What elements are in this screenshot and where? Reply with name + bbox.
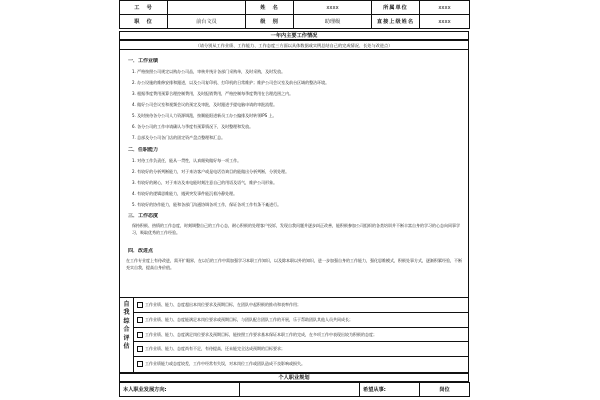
level-value[interactable]: 助理级: [294, 15, 372, 29]
career-plan-title: 个人职业规划: [119, 373, 469, 382]
self-eval-char: 我: [123, 309, 130, 317]
self-eval-char: 自: [123, 301, 130, 308]
checkbox[interactable]: [137, 332, 143, 338]
self-eval-char: 综: [123, 317, 130, 325]
self-eval-option-4[interactable]: [134, 342, 468, 357]
header-table: [119, 0, 470, 29]
career-plan-table: [119, 382, 470, 397]
attitude-heading: 三．工作态度: [128, 213, 159, 219]
self-eval-char: 评: [123, 334, 130, 342]
unit-label: 所属单位: [372, 1, 420, 15]
self-eval-option-5[interactable]: [134, 357, 468, 372]
self-eval-option-text: 工作业绩、能力、态度满足岗位要求及预期目标，能按照工作要求基本保证本职工作的完成，在多项工作中表现出较为积极的态度；: [145, 331, 377, 337]
perf-item: 3. 根据季度费用预算合理控制费用，及时报销费用，严格控制每季度费用在合理范围之内。: [132, 91, 294, 96]
self-eval-option-2[interactable]: [134, 313, 468, 328]
instruction-text: （请分别从工作业绩、工作能力、工作态度三方面以具体数据或实例总结自己的完成情况、长处与改进点）: [119, 40, 469, 50]
self-eval-option-text: 工作业绩能力或态度较差，工作中经常有失误，对本岗位工作或团队造成不良影响或损失。: [145, 361, 305, 367]
name-label: 姓 名: [246, 1, 294, 15]
ability-heading: 二．任职能力: [128, 147, 159, 153]
checkbox[interactable]: [137, 361, 143, 367]
supervisor-value[interactable]: xxxx: [420, 15, 470, 29]
ability-item: 5. 有较好的协作能力，能和各部门沟通协调各项工作，保证各项工作有条不紊进行。: [132, 202, 282, 207]
career-position-label: 岗位: [420, 383, 470, 397]
self-eval-option-3[interactable]: [134, 328, 468, 343]
attitude-text: 保持积极、热情的工作态度，时刻调整自己的工作心态，耐心积极的处理客户投诉，发现自我问题并逐步纠正改善，能积极参加公司组织的各类培训并不断丰富自身的学习的心态向同事学习，吸取优秀的工作经验。: [132, 223, 460, 235]
checkbox[interactable]: [137, 317, 143, 323]
self-eval-option-text: 工作业绩、能力、态度尚有不足，有待提高，还未能完全达成预期的目标要求；: [145, 346, 285, 352]
perf-item: 7. 总部及分公司各门店的固定资产盘点整理和汇总。: [132, 135, 226, 140]
header-row-1: [120, 1, 470, 15]
self-eval-option-1[interactable]: [134, 298, 468, 313]
ability-item: 2. 有较好的分析判断能力，对于来访客户或是电话咨询目的能做出分析判断，分别处理。: [132, 169, 290, 174]
position-label: 职 位: [120, 15, 168, 29]
self-evaluation: [119, 297, 469, 373]
section-title: 一年内主要工作情况: [119, 31, 469, 40]
improve-heading: 四．改进点: [128, 248, 154, 254]
self-eval-char: 合: [123, 326, 130, 334]
level-label: 级 别: [246, 15, 294, 29]
position-value[interactable]: 前台文员: [168, 15, 246, 29]
unit-value[interactable]: xxxx: [420, 1, 470, 15]
perf-item: 5. 及时接待各分公司人力资源调派，按顺能阳进新员工办公编排及时转领IPS 上。: [132, 113, 277, 118]
self-eval-option-text: 工作业绩、能力、态度能满足本岗位要求或预期目标，与团队配合团队工作的开展，乐于帮助团队其他人员共同成长；: [145, 316, 353, 322]
employee-id-label: 工 号: [120, 1, 168, 15]
checkbox[interactable]: [137, 346, 143, 352]
perf-heading: 一．工作业绩: [128, 58, 159, 64]
supervisor-label: 直接上级姓名: [372, 15, 420, 29]
career-direction-label: 本人职业发展方向:: [120, 383, 240, 397]
perf-item: 4. 做好公司会议室和视频会议的预定及审批，及时跟进手提电脑申请的审批流程。: [132, 102, 278, 107]
employee-id-value[interactable]: [168, 1, 246, 15]
career-wish-label: 希望从事:: [360, 383, 420, 397]
self-eval-label: [120, 298, 134, 372]
checkbox[interactable]: [137, 302, 143, 308]
improve-text: 在工作专业度上有待改进，需开扩眼界，在以后的工作中需加强学习本职工作知识，以及除本职以外的知识，进一步加强自身的工作能力，强化思维模式，积极处事方式，逐渐积累经验，不断充实自我，提高自身价值。: [126, 258, 462, 270]
ability-item: 1. 对待工作负责任，能从一贯性，认真细致做好每一项工作。: [132, 158, 242, 163]
work-summary-body: [119, 50, 469, 297]
name-value[interactable]: xxxx: [294, 1, 372, 15]
self-eval-char: 估: [123, 343, 130, 351]
header-row-2: [120, 15, 470, 29]
perf-item: 1. 严格按照公司规定以购办公司品，审核并统计各部门采购单，及时采购，及时发放。: [132, 69, 286, 74]
perf-item: 2. 办公设施的维修安排和跟进，以及公司复印机、打印机的日常维护；维护公司会议室及前台区域的整洁环境。: [132, 80, 330, 85]
career-direction-value[interactable]: [240, 383, 360, 397]
appraisal-form: [119, 0, 469, 400]
perf-item: 6. 各分公司的工作申请确认与季度有预算情况下，及时整理和发放。: [132, 124, 254, 129]
ability-item: 3. 有较好的耐心，对于来访及来电能时刻注意自己的用语及语气，维护公司形象。: [132, 180, 278, 185]
ability-item: 4. 有较好的逻辑思维能力，遇到突发事件能沉着冷静处理。: [132, 191, 238, 196]
career-plan-row: [120, 383, 470, 397]
self-eval-option-text: 工作业绩、能力、态度超出本岗位要求及预期目标，在团队中起积极的推动和表率作用；: [145, 302, 301, 307]
